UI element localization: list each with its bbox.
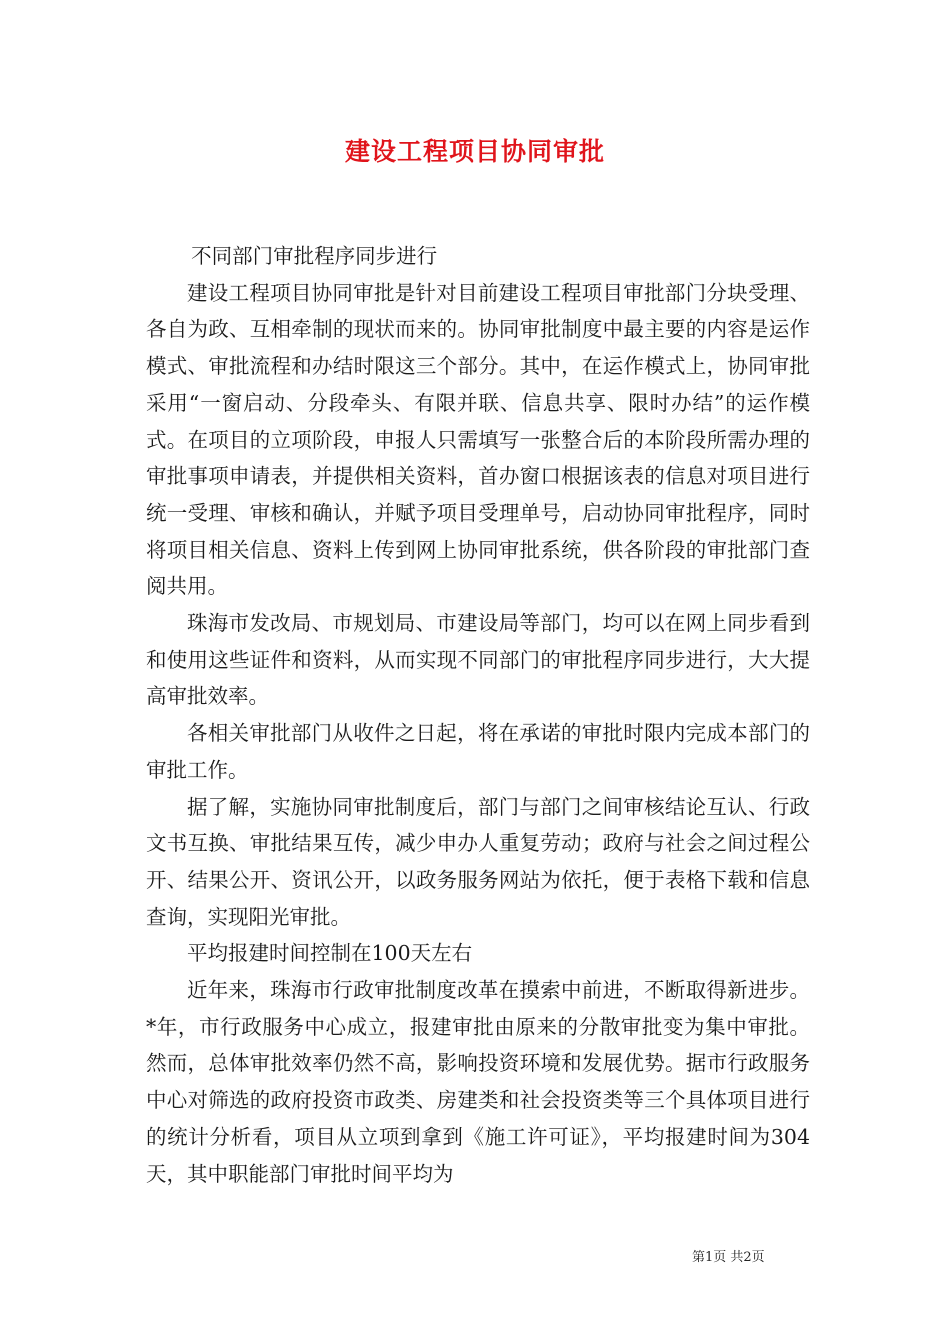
paragraph-intro: 建设工程项目协同审批是针对目前建设工程项目审批部门分块受理、各自为政、互相牵制的现状而来的。协同审批制度中最主要的内容是运作模式、审批流程和办结时限这三个部分。其中，在运作模式上，协同审批采用“一窗启动、分段牵头、有限并联、信息共享、限时办结”的运作模式。在项目的立项阶段，申报人只需填写一张整合后的本阶段所需办理的审批事项申请表，并提供相关资料，首办窗口根据该表的信息对项目进行统一受理、审核和确认，并赋予项目受理单号，启动协同审批程序，同时将项目相关信息、资料上传到网上协同审批系统，供各阶段的审批部门查阅共用。 [146,280,810,599]
paragraph-time-limit: 各相关审批部门从收件之日起，将在承诺的审批时限内完成本部门的审批工作。 [146,721,810,782]
paragraph-departments: 珠海市发改局、市规划局、市建设局等部门，均可以在网上同步看到和使用这些证件和资料，从而实现不同部门的审批程序同步进行，大大提高审批效率。 [146,611,810,709]
section-heading-100-days: 平均报建时间控制在100天左右 [187,941,473,966]
paragraph-reform: 近年来，珠海市行政审批制度改革在摸索中前进，不断取得新进步。*年，市行政服务中心成立，报建审批由原来的分散审批变为集中审批。然而，总体审批效率仍然不高，影响投资环境和发展优势。据市行政服务中心对筛选的政府投资市政类、房建类和社会投资类等三个具体项目进行的统计分析看，项目从立项到拿到《施工许可证》，平均报建时间为304天，其中职能部门审批时间平均为 [146,978,810,1186]
section-heading-sync: 不同部门审批程序同步进行 [191,244,438,268]
page-number-footer: 第1页 共2页 [692,1250,765,1265]
document-body [146,238,810,1192]
paragraph-results: 据了解，实施协同审批制度后，部门与部门之间审核结论互认、行政文书互换、审批结果互传，减少申办人重复劳动；政府与社会之间过程公开、结果公开、资讯公开，以政务服务网站为依托，便于表格下载和信息查询，实现阳光审批。 [146,794,810,929]
document-title: 建设工程项目协同审批 [344,137,605,166]
